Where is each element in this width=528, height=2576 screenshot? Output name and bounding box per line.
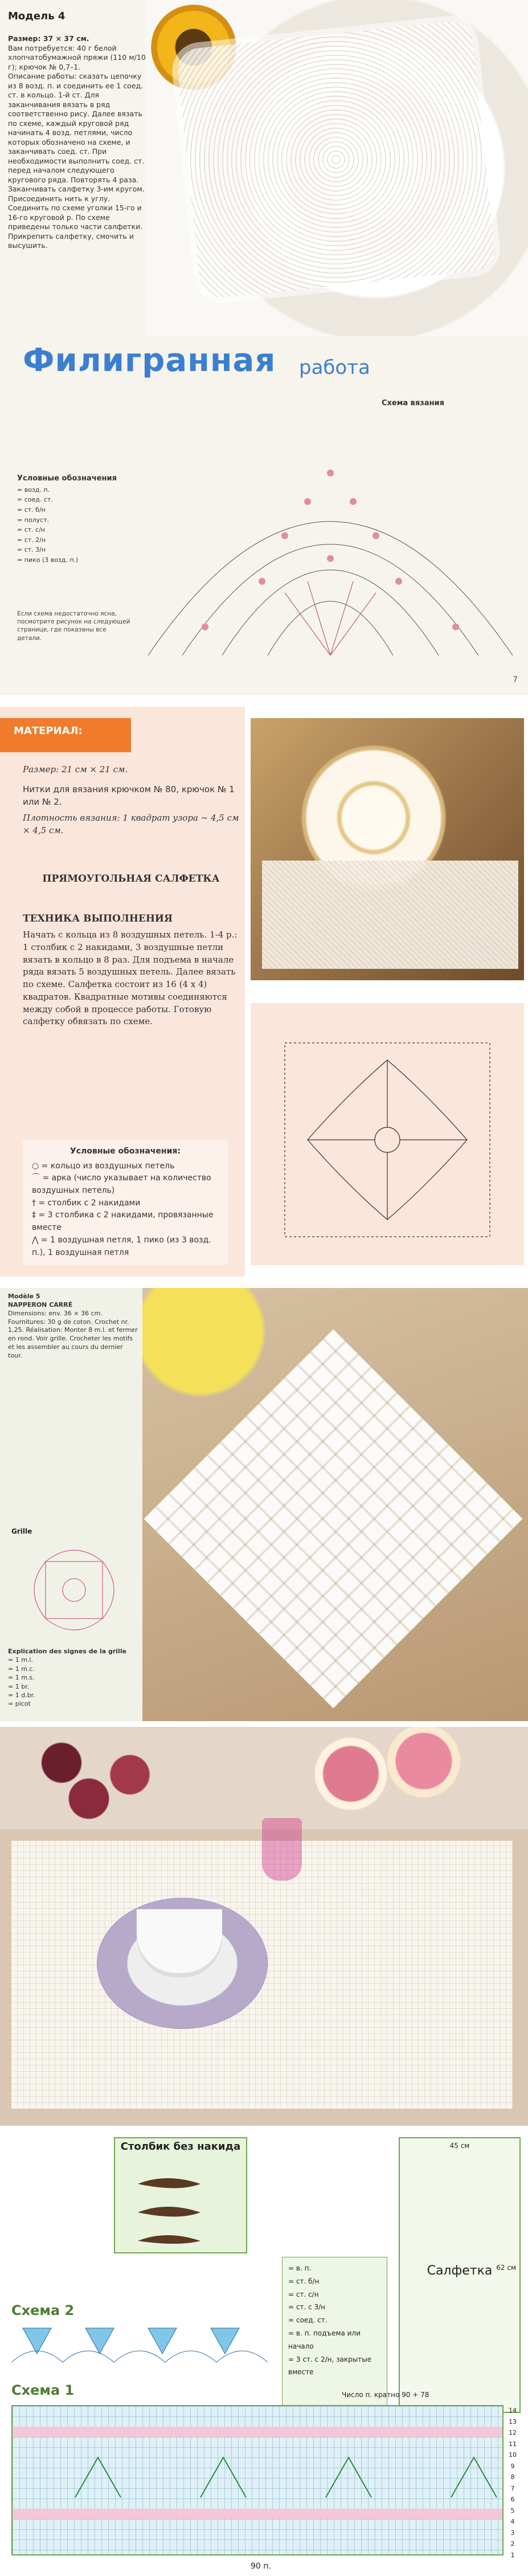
- stitch-illustration: [132, 2161, 229, 2247]
- expl-item: = 1 m.l.: [8, 1656, 33, 1664]
- legend-item: = ст. с 3/н: [288, 2303, 326, 2312]
- legend-item: ⋀ = 1 воздушная петля, 1 пико (из 3 возд. п.), 1 воздушная петля: [32, 1235, 211, 1257]
- expl-item: = 1 br.: [8, 1682, 30, 1690]
- legend-item: = возд. п.: [17, 486, 50, 494]
- row-number: 2: [510, 2540, 515, 2548]
- row-number: 13: [509, 2418, 517, 2426]
- legend-item: = ст. 2/н: [17, 536, 46, 544]
- material-header: МАТЕРИАЛ:: [0, 718, 131, 752]
- scheme-arc-outer: [148, 521, 513, 655]
- title-sub: работа: [299, 356, 370, 379]
- scheme-pink-stitches: [202, 470, 459, 630]
- page-scheme-charts: [0, 2131, 528, 2576]
- scheme2-diagram: [11, 2322, 273, 2374]
- materials-line: Вам потребуется: 40 г белой хлопчатобумажной пряжи (110 м/10 г); крючок № 0,7–1.: [8, 43, 146, 71]
- size-text: Размер: 21 см × 21 см.: [23, 764, 128, 775]
- legend-item: ⌒ = арка (число указывает на количество воздушных петель): [32, 1173, 211, 1196]
- roses-image: [34, 1727, 171, 1847]
- legend-item: † = столбик с 2 накидами: [32, 1198, 141, 1208]
- size-diagram: [399, 2137, 521, 2413]
- legend-item: = ст. с/н: [17, 526, 46, 534]
- scheme1-label: Схема 1: [11, 2382, 75, 2398]
- legend-item: = в. п.: [288, 2264, 312, 2272]
- legend-item: = соед. ст.: [17, 496, 53, 504]
- legend-block: [17, 473, 125, 565]
- row-number: 1: [510, 2551, 515, 2559]
- expl-item: = 1 m.s.: [8, 1674, 35, 1682]
- legend-title: Условные обозначения: [17, 474, 117, 483]
- napperon-text: Dimensions: env. 36 × 36 cm. Fournitures: 30 g de coton. Crochet nr. 1,25. Réalisation: Monter 8 m.l. et fermer en rond. Voir grille. Crocheter les motifs et les assembler au cours du dernier tour.: [8, 1309, 138, 1359]
- page-number: 7: [513, 675, 518, 684]
- row-number: 6: [510, 2496, 515, 2503]
- size-width: 45 см: [449, 2142, 470, 2150]
- legend-item: = в. п. подъема или начало: [288, 2329, 361, 2350]
- explanation-block: [8, 1647, 139, 1709]
- pink-glass-image: [262, 1818, 302, 1881]
- legend-title: Условные обозначения:: [70, 1147, 181, 1156]
- scheme-note: Если схема недостаточно ясна, посмотрите рисунок на следующей странице, где показаны все детали.: [17, 610, 130, 642]
- technique-title: ТЕХНИКА ВЫПОЛНЕНИЯ: [23, 913, 173, 924]
- page-filigree-work: [0, 0, 528, 695]
- size-line: Размер: 37 × 37 см.: [8, 34, 89, 43]
- lace-doily-image: [175, 19, 496, 300]
- row-number: 7: [510, 2484, 515, 2492]
- motif-diagram: [268, 1026, 507, 1254]
- model-title: Модель 4: [8, 10, 66, 22]
- legend-item: ‡ = 3 столбика с 2 накидами, провязанные вместе: [32, 1210, 214, 1233]
- grille-label: Grille: [11, 1527, 32, 1535]
- page-table-runner-photo: [0, 1727, 528, 2126]
- row-number: 9: [510, 2462, 515, 2470]
- row-number: 8: [510, 2473, 515, 2481]
- yarn-text: Нитки для вязания крючком № 80, крючок № 1 или № 2.: [23, 784, 235, 807]
- legend-item: = пико (3 возд. п.): [17, 556, 79, 564]
- model-text-column: [8, 1293, 139, 1360]
- density-text: Плотность вязания: 1 квадрат узора ~ 4,5 см × 4,5 см.: [23, 813, 239, 835]
- row-number: 11: [509, 2440, 517, 2448]
- page-rectangular-doily: [0, 707, 528, 1277]
- scheme-arc-inner: [222, 570, 439, 655]
- bottom-stitch-count: 90 п.: [251, 2562, 271, 2571]
- expl-item: = picot: [8, 1700, 31, 1708]
- legend-item: = ст. 3/н: [17, 546, 46, 554]
- stitch-count-note: Число п. кратно 90 + 78: [342, 2391, 429, 2399]
- expl-title: Explication des signes de la grille: [8, 1648, 127, 1655]
- size-height: 62 см: [496, 2264, 516, 2272]
- napperon-title: NAPPERON CARRÉ: [8, 1301, 73, 1309]
- scheme1-grid: [11, 2405, 504, 2555]
- legend-item: = соед. ст.: [288, 2316, 328, 2325]
- row-number: 5: [510, 2506, 515, 2514]
- technique-text: Начать с кольца из 8 воздушных петель. 1-4 р.: 1 столбик с 2 накидами, 3 воздушные петли вязать в кольцо в 8 раз. Для подъема в начале ряда вязать 5 воздушных петель. Далее вязать по схеме. Салфетка состоит из 16 (4 x 4) квадратов. Квадратные мотивы соединяются между собой в процессе работы. Готовую салфетку обвязать по схеме.: [23, 930, 238, 1027]
- stitch-illustration-box: [114, 2137, 247, 2253]
- expl-item: = 1 d.br.: [8, 1691, 35, 1699]
- description-text: Описание работы: сказать цепочку из 8 возд. п. и соединить ее 1 соед. ст. в кольцо. 1-й ст. Для заканчивания вязать в ряд соответственно рису. Далее вязать по схеме, каждый круговой ряд начинать 4 возд. петлями, число которых обозначено на схеме, и заканчивать соед. ст. При необходимости выполнить соед. ст. перед началом следующего кругового ряда. Повторять 4 раза. Заканчивать салфетку 3-им кругом. Присоединить нить к углу. Соединить по схеме уголки 15-го и 16-го круговой р. По схеме приведены только части салфетки. Прикрепить салфетку, смочить и высушить.: [8, 72, 145, 250]
- row-number: 4: [510, 2518, 515, 2525]
- legend-item: = 3 ст. с 2/н, закрытые вместе: [288, 2355, 372, 2377]
- legend-item: ○ = кольцо из воздушных петель: [32, 1161, 175, 1171]
- row-number: 12: [509, 2429, 517, 2436]
- legend-item: = ст. б/н: [17, 506, 46, 513]
- row-number: 3: [510, 2529, 515, 2537]
- stitch-title: Столбик без накида: [120, 2141, 241, 2153]
- size-label: Салфетка: [427, 2264, 493, 2278]
- square-doily-image: [262, 861, 518, 969]
- scheme-arc-core: [268, 601, 393, 655]
- section-title: ПРЯМОУГОЛЬНАЯ САЛФЕТКА: [42, 873, 220, 885]
- scheme2-label: Схема 2: [11, 2302, 75, 2318]
- page-napperon-carre: [0, 1288, 528, 1721]
- instructions-column: [8, 34, 150, 251]
- legend-box: [23, 1140, 228, 1265]
- row-numbers: [504, 2405, 521, 2561]
- grille-diagram: [11, 1539, 137, 1641]
- title-main: Филигранная: [23, 342, 276, 379]
- scheme-fan-lines: [285, 581, 376, 655]
- donuts-image: [296, 1727, 478, 1812]
- model-title: Modèle 5: [8, 1293, 40, 1300]
- scheme-label: Схема вязания: [382, 399, 445, 407]
- row-number: 10: [509, 2451, 517, 2459]
- legend-item: = ст. с/н: [288, 2290, 319, 2298]
- legend-item: = полуст.: [17, 516, 50, 524]
- legend-item: = ст. б/н: [288, 2277, 320, 2285]
- crochet-scheme-diagram: [137, 410, 524, 667]
- expl-item: = 1 m.c.: [8, 1665, 35, 1673]
- row-number: 14: [509, 2407, 517, 2414]
